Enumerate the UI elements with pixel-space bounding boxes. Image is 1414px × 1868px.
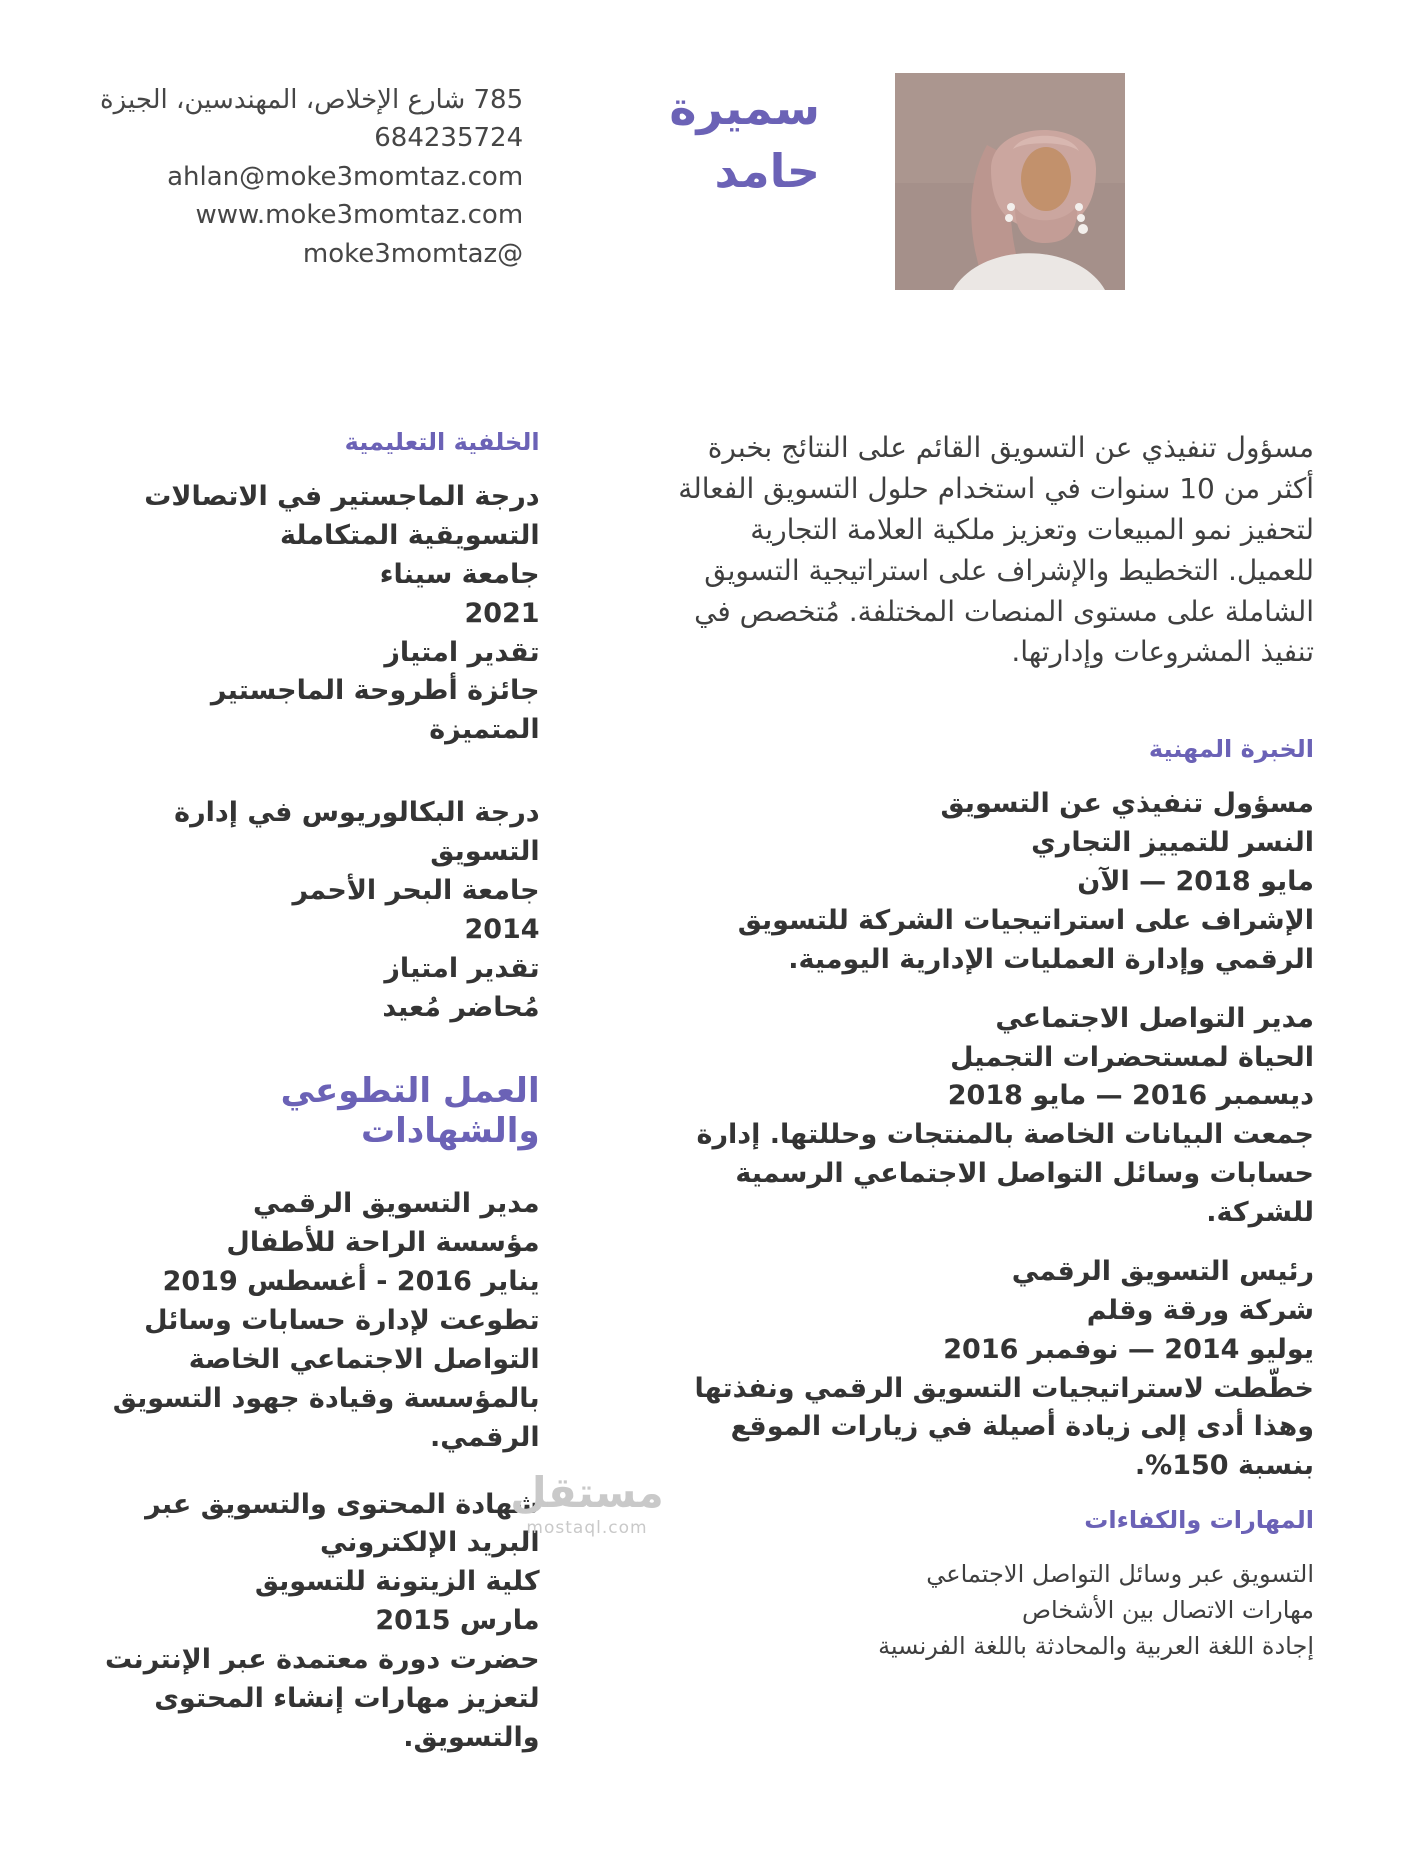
job-description: خطّطت لاستراتيجيات التسويق الرقمي ونفذتها وهذا أدى إلى زيادة أصيلة في زيارات الموقع بنسبة 150%.: [694, 1372, 1314, 1482]
volunteer-dates: يناير 2016 - أغسطس 2019: [162, 1266, 540, 1298]
experience-section: [660, 735, 1314, 1486]
certificate-title: شهادة المحتوى والتسويق عبر البريد الإلكتروني: [145, 1488, 540, 1559]
contact-address: 785 شارع الإخلاص، المهندسين، الجيزة: [100, 85, 524, 115]
education-grade: تقدير امتياز: [384, 636, 540, 668]
first-name: سميرة: [669, 81, 820, 135]
job-company: الحياة لمستحضرات التجميل: [950, 1041, 1314, 1073]
job-dates: ديسمبر 2016 — مايو 2018: [947, 1080, 1314, 1112]
certificate-org: كلية الزيتونة للتسويق: [254, 1566, 540, 1598]
education-entry: [100, 794, 540, 1027]
education-note: مُحاضر مُعيد: [382, 991, 540, 1023]
education-heading: الخلفية التعليمية: [344, 428, 540, 456]
volunteer-heading: العمل التطوعي والشهادات: [280, 1071, 540, 1152]
volunteer-entry: [100, 1185, 540, 1457]
job-company: النسر للتمييز التجاري: [1031, 827, 1314, 859]
contact-phone: 684235724: [374, 123, 524, 154]
volunteer-title: مدير التسويق الرقمي: [252, 1188, 540, 1220]
sidebar-column: [100, 428, 540, 1786]
education-school: جامعة سيناء: [379, 558, 540, 590]
job-dates: مايو 2018 — الآن: [1077, 866, 1314, 897]
volunteer-section: [100, 1071, 540, 1757]
header: [0, 0, 1414, 290]
volunteer-description: تطوعت لإدارة حسابات وسائل التواصل الاجتماعي الخاصة بالمؤسسة وقيادة جهود التسويق الرقمي.: [112, 1305, 540, 1453]
education-section: [100, 428, 540, 1027]
main-column: [660, 428, 1314, 1664]
job-dates: يوليو 2014 — نوفمبر 2016: [943, 1333, 1314, 1365]
mostaql-logo: مستقل: [510, 1468, 664, 1517]
education-school: جامعة البحر الأحمر: [292, 874, 540, 906]
profile-photo: [895, 73, 1125, 290]
job-company: شركة ورقة وقلم: [1086, 1294, 1314, 1326]
contact-block: [100, 73, 523, 273]
volunteer-org: مؤسسة الراحة للأطفال: [226, 1227, 540, 1259]
last-name: حامد: [714, 144, 820, 199]
job-description: الإشراف على استراتيجيات الشركة للتسويق الرقمي وإدارة العمليات الإدارية اليومية.: [737, 904, 1314, 975]
skill-item: التسويق عبر وسائل التواصل الاجتماعي: [926, 1560, 1314, 1589]
contact-website: www.moke3momtaz.com: [195, 200, 524, 231]
certificate-entry: [100, 1486, 540, 1758]
portrait-image: [895, 73, 1125, 290]
name-heading: [669, 73, 820, 204]
watermark: [502, 1470, 672, 1538]
body-columns: [0, 428, 1414, 1786]
skill-item: مهارات الاتصال بين الأشخاص: [1021, 1596, 1314, 1625]
education-note: جائزة أطروحة الماجستير المتميزة: [210, 675, 540, 746]
skill-item: إجادة اللغة العربية والمحادثة باللغة الفرنسية: [878, 1632, 1314, 1661]
education-entry: [100, 478, 540, 750]
skills-heading: المهارات والكفاءات: [1084, 1506, 1314, 1535]
watermark-url: mostaql.com: [526, 1518, 648, 1539]
education-degree: درجة البكالوريوس في إدارة التسويق: [174, 797, 540, 867]
job-title: رئيس التسويق الرقمي: [1011, 1255, 1314, 1287]
education-grade: تقدير امتياز: [384, 952, 540, 984]
certificate-dates: مارس 2015: [375, 1605, 540, 1637]
experience-heading: الخبرة المهنية: [1148, 735, 1314, 764]
job-entry: [660, 1000, 1314, 1233]
education-degree: درجة الماجستير في الاتصالات التسويقية المتكاملة: [144, 481, 540, 551]
contact-social-handle: @moke3momtaz: [302, 238, 524, 269]
contact-email: ahlan@moke3momtaz.com: [167, 161, 524, 192]
skills-list: [660, 1556, 1314, 1664]
job-entry: [660, 785, 1314, 979]
skills-section: [660, 1506, 1314, 1664]
education-year: 2021: [464, 597, 540, 629]
job-description: جمعت البيانات الخاصة بالمنتجات وحللتها. إدارة حسابات وسائل التواصل الاجتماعي الرسمية للشركة.: [696, 1119, 1314, 1228]
certificate-description: حضرت دورة معتمدة عبر الإنترنت لتعزيز مهارات إنشاء المحتوى والتسويق.: [104, 1644, 540, 1753]
job-entry: [660, 1253, 1314, 1486]
professional-summary: مسؤول تنفيذي عن التسويق القائم على النتائج بخبرة أكثر من 10 سنوات في استخدام حلول التسويق الفعالة لتحفيز نمو المبيعات وتعزيز ملكية العلامة التجارية للعميل. التخطيط والإشراف على استراتيجية التسويق الشاملة على مستوى المنصات المختلفة. مُتخصص في تنفيذ المشروعات وإدارتها.: [678, 431, 1314, 669]
job-title: مدير التواصل الاجتماعي: [995, 1002, 1314, 1034]
job-title: مسؤول تنفيذي عن التسويق: [940, 788, 1314, 820]
education-year: 2014: [464, 913, 540, 945]
